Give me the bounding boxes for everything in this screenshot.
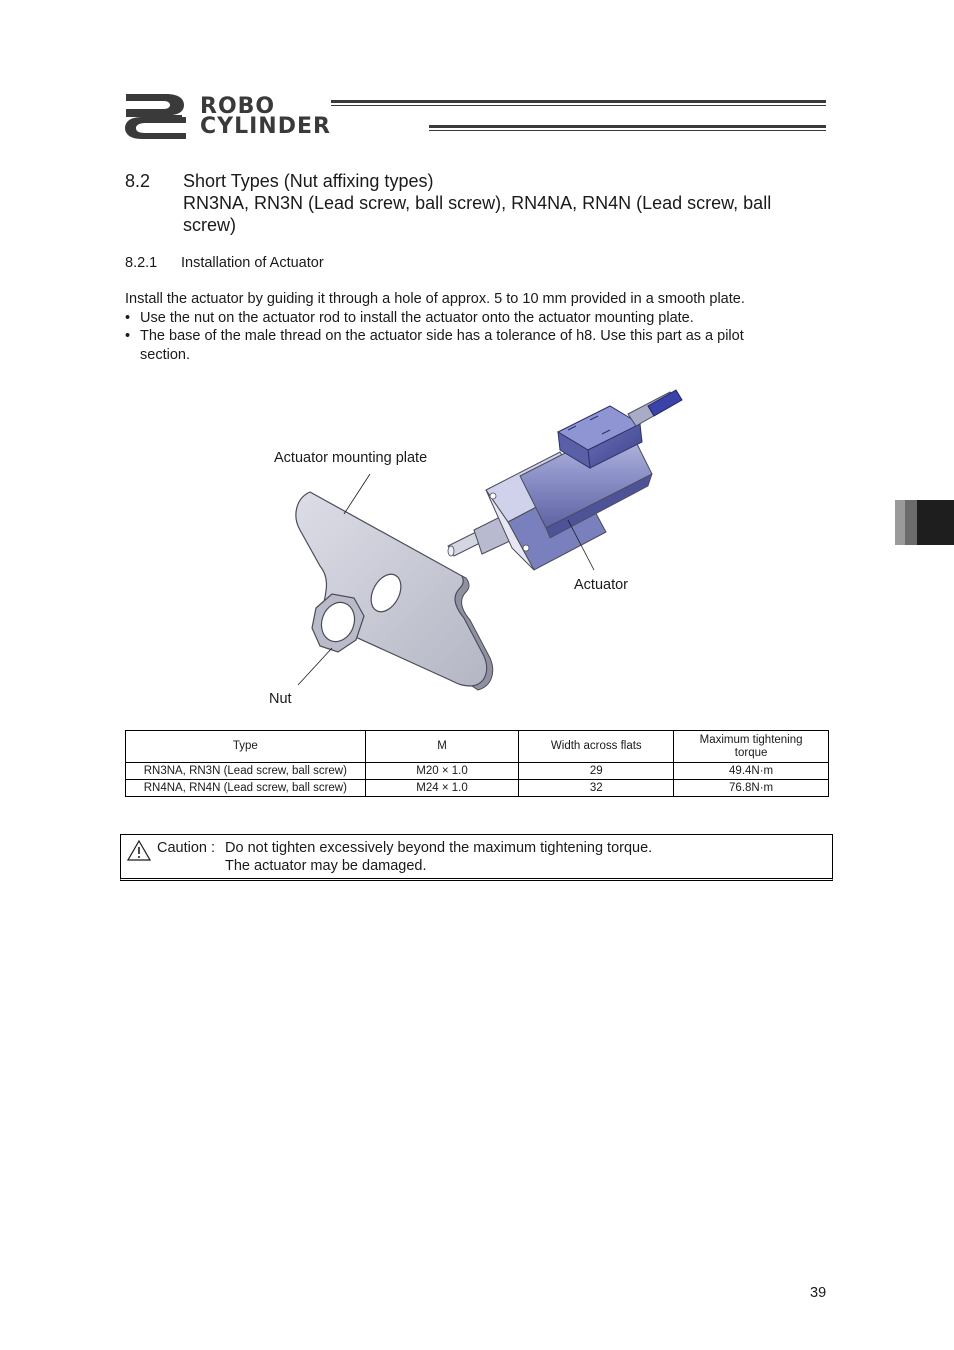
header-rule-top-thin xyxy=(331,105,826,106)
label-actuator: Actuator xyxy=(574,577,628,593)
table-header-row xyxy=(126,731,829,763)
cell-torque: 76.8N·m xyxy=(674,780,829,797)
robo-cylinder-logo xyxy=(124,93,826,139)
header-rule-bottom xyxy=(429,125,826,128)
chapter-tab-mid xyxy=(905,500,917,545)
logo-word-cylinder: CYLINDER xyxy=(200,114,331,139)
leader-line-nut xyxy=(298,648,332,685)
nut-spec-table xyxy=(125,730,829,797)
cell-m: M20 × 1.0 xyxy=(365,763,519,780)
header-rule-top xyxy=(331,100,826,103)
leader-line-plate xyxy=(344,474,370,514)
cell-type: RN3NA, RN3N (Lead screw, ball screw) xyxy=(126,763,366,780)
subsection-title: Installation of Actuator xyxy=(181,255,324,271)
mounting-plate xyxy=(296,492,493,690)
label-actuator-mounting-plate: Actuator mounting plate xyxy=(274,450,428,466)
bullet-marker: • xyxy=(125,328,131,344)
caution-box xyxy=(120,834,833,881)
rc-monogram-icon xyxy=(124,93,186,139)
section-title-line3: screw) xyxy=(183,215,236,235)
header-max-torque-line2: torque xyxy=(734,746,768,759)
actuator-installation-figure xyxy=(250,380,710,710)
label-nut: Nut xyxy=(269,691,292,707)
bullet-text-2-cont: section. xyxy=(140,347,190,363)
cell-type: RN4NA, RN4N (Lead screw, ball screw) xyxy=(126,780,366,797)
header-width-across-flats: Width across flats xyxy=(519,731,674,763)
header-m: M xyxy=(365,731,519,763)
bullet-text-2: The base of the male thread on the actuator side has a tolerance of h8. Use this part as a pilot xyxy=(140,328,744,344)
bullet-marker: • xyxy=(125,310,131,326)
logo-word-robo: ROBO xyxy=(200,94,276,119)
caution-prefix: Caution : xyxy=(157,840,216,856)
caution-line2: The actuator may be damaged. xyxy=(225,858,427,874)
header-rule-bottom-thin xyxy=(429,130,826,131)
cell-width: 32 xyxy=(519,780,674,797)
subsection-number: 8.2.1 xyxy=(125,255,158,271)
bullet-text-1: Use the nut on the actuator rod to install the actuator onto the actuator mounting plate. xyxy=(140,310,694,326)
cell-m: M24 × 1.0 xyxy=(365,780,519,797)
chapter-tab-light xyxy=(895,500,905,545)
cell-torque: 49.4N·m xyxy=(674,763,829,780)
header-max-torque-line1: Maximum tightening xyxy=(699,733,803,746)
table-row xyxy=(126,763,829,780)
intro-paragraph: Install the actuator by guiding it through a hole of approx. 5 to 10 mm provided in a smooth plate. xyxy=(125,291,745,307)
nut xyxy=(312,594,364,652)
caution-line1: Do not tighten excessively beyond the maximum tightening torque. xyxy=(225,840,653,856)
cell-width: 29 xyxy=(519,763,674,780)
header-type: Type xyxy=(126,731,366,763)
section-title-line2: RN3NA, RN3N (Lead screw, ball screw), RN4NA, RN4N (Lead screw, ball xyxy=(183,193,772,213)
header-max-torque xyxy=(674,731,829,763)
section-number: 8.2 xyxy=(125,171,151,191)
section-title-line1: Short Types (Nut affixing types) xyxy=(183,171,434,191)
table-row xyxy=(126,780,829,797)
actuator-cable xyxy=(628,390,682,426)
chapter-tab-dark xyxy=(917,500,954,545)
page-number: 39 xyxy=(810,1285,827,1301)
warning-triangle-icon xyxy=(127,840,151,861)
